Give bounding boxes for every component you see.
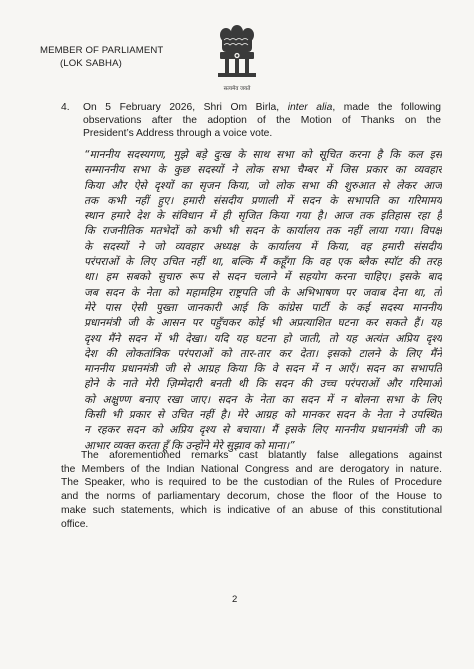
- hindi-line: सम्माननीय सभा के कुछ सदस्यों ने लोक सभा चैम्बर में जिस प्रकार का व्यवहार: [84, 164, 442, 177]
- hindi-line: के सदस्यों ने जो व्यवहार अध्यक्ष के कार्यालय में किया, वह हमारी संसदीय: [84, 240, 442, 253]
- hindi-line: माननीय प्रधानमंत्री जी से आग्रह किया कि वे सदन में न आएँ। सदन का सभापति: [84, 363, 442, 376]
- hindi-line: आभार व्यक्त करता हूँ कि उन्होंने मेरे सुझाव को माना।”: [84, 439, 295, 452]
- hindi-line: होने के नाते मेरी ज़िम्मेदारी बनती थी कि सदन की उच्च परंपराओं और गरिमाओं: [84, 378, 442, 391]
- english-line: the Members of the Indian National Congress and are derogatory in nature.: [61, 463, 442, 475]
- hindi-line: “माननीय सदस्यगण, मुझे बड़े दुःख के साथ सभा को सूचित करना है कि कल इस: [84, 149, 442, 161]
- hindi-line: मेरे पास ऐसी पुख्ता जानकारी आई कि कांग्रेस पार्टी के कई सदस्य माननीय: [84, 301, 442, 314]
- hindi-line: किसी भी प्रकार से उचित नहीं है। मेरे आग्रह को मानकर सदन के नेता ने उपस्थित: [84, 409, 442, 422]
- page-number: 2: [232, 594, 238, 605]
- house-name: (LOK SABHA): [60, 58, 122, 69]
- hindi-line: तक कभी नहीं हुए। हमारी संसदीय प्रणाली में सदन के सभापति का गरिमामय: [84, 194, 442, 207]
- hindi-line: जब सदन के नेता को महामहिम राष्ट्रपति जी के अभिभाषण पर जवाब देना था, तो: [84, 286, 442, 299]
- english-line: and the norms of parliamentary decorum, chose the floor of the House to: [61, 491, 442, 503]
- hindi-line: दृश्य मैंने सदन में भी देखा। यदि यह घटना हो जाती, तो यह अत्यंत अप्रिय दृश्य: [84, 332, 442, 345]
- hindi-quote: [84, 148, 442, 454]
- paragraph-4: [61, 101, 441, 141]
- member-title: MEMBER OF PARLIAMENT: [40, 45, 164, 56]
- paragraph-4-line-2: observations after the adoption of the Motion of Thanks on the: [83, 115, 441, 127]
- hindi-line: था। हम सबको सुचारु रूप से सदन चलाने में सहयोग करना चाहिए। इसके बाद: [84, 271, 442, 284]
- hindi-line: प्रधानमंत्री जी के आसन पर पहुँचकर कोई भी अप्रत्याशित घटना कर सकते हैं। यह: [84, 317, 442, 330]
- hindi-line: परंपराओं के लिए उचित नहीं था, बल्कि मैं कहूँगा कि वह एक ब्लैक स्पॉट की तरह: [84, 256, 442, 269]
- english-line: The Speaker, who is required to be the custodian of the Rules of Procedure: [61, 477, 442, 489]
- member-header: [40, 44, 163, 70]
- hindi-line: देश की लोकतांत्रिक परंपराओं को तार-तार कर देता। इसको टालने के लिए मैंने: [84, 347, 442, 360]
- hindi-line: कि राजनीतिक मतभेदों को कभी भी सदन के कार्यालय तक नहीं लाया गया। विपक्ष: [84, 225, 442, 238]
- english-line: office.: [61, 518, 89, 530]
- hindi-line: न रहकर सदन को अप्रिय दृश्य से बचाया। मैं इसके लिए माननीय प्रधानमंत्री जी का: [84, 424, 442, 437]
- hindi-line: स्थान हमारे देश के संविधान में ही सृजित किया गया है। आज तक इतिहास रहा है: [84, 210, 442, 223]
- emblem-motto: सत्यमेव जयते: [223, 86, 251, 92]
- english-line: The aforementioned remarks cast blatantly false allegations against: [81, 450, 442, 461]
- national-emblem-icon: [212, 22, 262, 84]
- paragraph-4-line-3: President’s Address through a voice vote.: [83, 128, 273, 140]
- english-line: make such statements, which is indicative of an abuse of this constitutional: [61, 504, 442, 516]
- paragraph-4-line-1: 4. On 5 February 2026, Shri Om Birla, inter alia, made the following: [61, 102, 441, 113]
- english-paragraph: [61, 449, 442, 531]
- paragraph-number: 4.: [61, 102, 70, 113]
- hindi-line: किया और ऐसे दृश्यों का सृजन किया, जो लोक सभा की शुरुआत से लेकर आज: [84, 179, 442, 192]
- hindi-line: को अक्षुण्ण बनाए रखा जाए। सदन के नेता का सदन में न बोलना सभा के लिए: [84, 393, 442, 406]
